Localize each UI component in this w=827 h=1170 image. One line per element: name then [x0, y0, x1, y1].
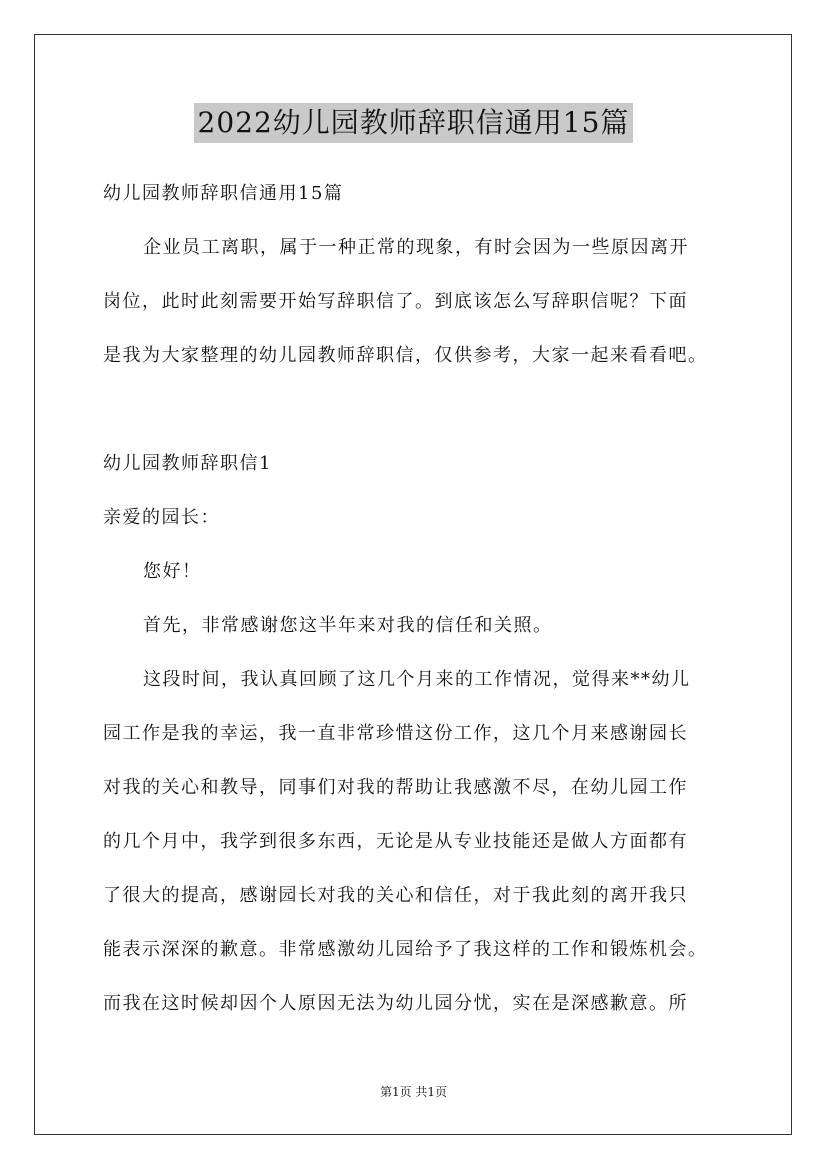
- greeting: 您好！: [143, 561, 202, 582]
- salutation: 亲爱的园长：: [103, 507, 220, 528]
- title-block: [0, 103, 827, 143]
- paragraph-line: 这段时间，我认真回顾了这几个月来的工作情况，觉得来**幼儿: [143, 669, 691, 690]
- paragraph-line: 能表示深深的歉意。非常感激幼儿园给予了我这样的工作和锻炼机会。: [103, 939, 708, 960]
- paragraph-line: 首先，非常感谢您这半年来对我的信任和关照。: [143, 615, 553, 636]
- paragraph-line: 而我在这时候却因个人原因无法为幼儿园分忧，实在是深感歉意。所: [103, 993, 688, 1014]
- subtitle-line: 幼儿园教师辞职信通用15篇: [103, 183, 344, 204]
- paragraph-line: 园工作是我的幸运，我一直非常珍惜这份工作，这几个月来感谢园长: [103, 723, 688, 744]
- paragraph-line: 对我的关心和教导，同事们对我的帮助让我感激不尽，在幼儿园工作: [103, 777, 688, 798]
- section-heading: 幼儿园教师辞职信1: [103, 453, 272, 474]
- paragraph-line: 岗位，此时此刻需要开始写辞职信了。到底该怎么写辞职信呢？下面: [103, 291, 688, 312]
- paragraph-line: 了很大的提高，感谢园长对我的关心和信任，对于我此刻的离开我只: [103, 885, 688, 906]
- document-title: 2022幼儿园教师辞职信通用15篇: [194, 103, 634, 143]
- paragraph-line: 企业员工离职，属于一种正常的现象，有时会因为一些原因离开: [143, 237, 689, 258]
- paragraph-line: 是我为大家整理的幼儿园教师辞职信，仅供参考，大家一起来看看吧。: [103, 345, 708, 366]
- page-number: 第1页 共1页: [379, 1085, 448, 1099]
- paragraph-line: 的几个月中，我学到很多东西，无论是从专业技能还是做人方面都有: [103, 831, 688, 852]
